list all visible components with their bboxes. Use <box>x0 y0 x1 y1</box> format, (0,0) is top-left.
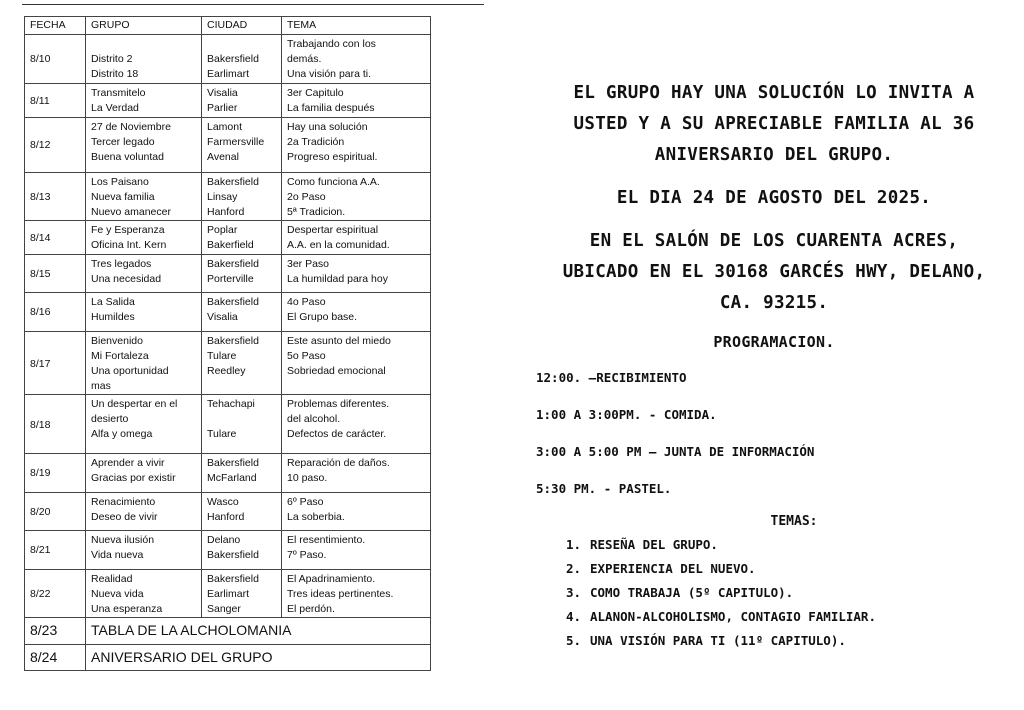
row-grupo <box>86 531 202 569</box>
ciudad-line: Tehachapi <box>207 398 255 411</box>
header-ciudad: CIUDAD <box>202 17 282 35</box>
ciudad-line: Earlimart <box>207 587 250 600</box>
row-grupo <box>86 454 202 492</box>
grupo-line: Nueva familia <box>91 190 155 203</box>
grupo-line: Aprender a vivir <box>91 457 165 470</box>
grupo-line: 27 de Noviembre <box>91 121 171 134</box>
schedule-row <box>25 254 431 292</box>
tema-line: 3er Paso <box>287 257 330 270</box>
ciudad-line: Bakerfield <box>207 239 254 252</box>
special-row <box>25 618 431 644</box>
tema-line: 4o Paso <box>287 296 326 309</box>
grupo-line: Renacimiento <box>91 495 156 508</box>
row-grupo <box>86 492 202 530</box>
tema-line: El perdón. <box>287 602 335 615</box>
tema-line: Despertar espiritual <box>287 224 379 237</box>
schedule-header-row <box>25 17 431 35</box>
grupo-line: La Verdad <box>91 101 139 114</box>
schedule-row <box>25 221 431 254</box>
ciudad-line: Avenal <box>207 151 239 164</box>
program-item: 12:00. –RECIBIMIENTO <box>536 370 687 385</box>
ciudad-line: Reedley <box>207 364 246 377</box>
ciudad-line: Porterville <box>207 272 254 285</box>
tema-text: EXPERIENCIA DEL NUEVO. <box>590 561 756 576</box>
row-tema <box>282 331 431 395</box>
tema-line: Este asunto del miedo <box>287 334 391 347</box>
tema-line: 5o Paso <box>287 349 326 362</box>
ciudad-line: Lamont <box>207 121 243 134</box>
tema-line: 10 paso. <box>287 472 328 485</box>
ciudad-line <box>207 37 276 52</box>
temas-list <box>566 537 1012 657</box>
tema-line: Defectos de carácter. <box>287 428 387 441</box>
row-tema <box>282 35 431 84</box>
row-ciudad <box>202 83 282 117</box>
row-date: 8/10 <box>25 35 86 84</box>
row-ciudad <box>202 331 282 395</box>
grupo-line: Nuevo amanecer <box>91 205 171 218</box>
row-date: 8/11 <box>25 83 86 117</box>
ciudad-line: Poplar <box>207 224 238 237</box>
ciudad-line: McFarland <box>207 472 257 485</box>
grupo-line: desierto <box>91 413 129 426</box>
tema-number: 1. <box>566 537 582 552</box>
grupo-line: La Salida <box>91 296 135 309</box>
ciudad-line: Bakersfield <box>207 549 259 562</box>
tema-line: El Apadrinamiento. <box>287 572 376 585</box>
row-ciudad <box>202 492 282 530</box>
tema-text: ALANON-ALCOHOLISMO, CONTAGIO FAMILIAR. <box>590 609 876 624</box>
row-tema <box>282 531 431 569</box>
schedule-row <box>25 454 431 492</box>
ciudad-line: Sanger <box>207 602 241 615</box>
row-tema <box>282 492 431 530</box>
schedule-row <box>25 531 431 569</box>
program-list <box>536 370 1012 518</box>
header-fecha: FECHA <box>25 17 86 35</box>
ciudad-line: Bakersfield <box>207 334 259 347</box>
row-ciudad <box>202 454 282 492</box>
program-item: 5:30 PM. - PASTEL. <box>536 481 672 496</box>
special-label: TABLA DE LA ALCHOLOMANIA <box>86 618 431 644</box>
schedule-row <box>25 118 431 173</box>
program-title: PROGRAMACION. <box>713 333 835 351</box>
top-rule <box>22 4 484 5</box>
schedule-row <box>25 83 431 117</box>
row-date: 8/17 <box>25 331 86 395</box>
grupo-line: Tercer legado <box>91 136 155 149</box>
tema-line: Sobriedad emocional <box>287 364 386 377</box>
schedule-row <box>25 331 431 395</box>
tema-line: Como funciona A.A. <box>287 175 380 188</box>
grupo-line: Bienvenido <box>91 334 143 347</box>
tema-line: Hay una solución <box>287 121 368 134</box>
row-date: 8/20 <box>25 492 86 530</box>
row-date: 8/22 <box>25 569 86 618</box>
grupo-line: Realidad <box>91 572 133 585</box>
tema-number: 4. <box>566 609 582 624</box>
invitation-line: EL GRUPO HAY UNA SOLUCIÓN LO INVITA A <box>573 83 975 103</box>
tema-line: 3er Capitulo <box>287 86 344 99</box>
ciudad-line <box>207 412 276 427</box>
program-item: 1:00 A 3:00PM. - COMIDA. <box>536 407 717 422</box>
ciudad-line: Hanford <box>207 510 245 523</box>
tema-item <box>566 585 1012 609</box>
ciudad-line: Delano <box>207 534 241 547</box>
row-ciudad <box>202 531 282 569</box>
row-ciudad <box>202 221 282 254</box>
special-row <box>25 644 431 670</box>
grupo-line: Tres legados <box>91 257 152 270</box>
tema-text: RESEÑA DEL GRUPO. <box>590 537 718 552</box>
invitation-panel <box>536 78 1012 657</box>
schedule-row <box>25 293 431 331</box>
grupo-line: Un despertar en el <box>91 398 178 411</box>
schedule-row <box>25 35 431 84</box>
row-grupo <box>86 293 202 331</box>
venue-line: UBICADO EN EL 30168 GARCÉS HWY, DELANO, <box>562 262 986 282</box>
row-tema <box>282 569 431 618</box>
tema-line: Problemas diferentes. <box>287 398 390 411</box>
ciudad-line: Bakersfield <box>207 257 259 270</box>
grupo-line: Fe y Esperanza <box>91 224 165 237</box>
grupo-line: Gracias por existir <box>91 472 176 485</box>
row-tema <box>282 118 431 173</box>
row-grupo <box>86 395 202 454</box>
row-grupo <box>86 569 202 618</box>
row-grupo <box>86 83 202 117</box>
schedule-row <box>25 172 431 221</box>
row-ciudad <box>202 35 282 84</box>
row-grupo <box>86 221 202 254</box>
ciudad-line: Visalia <box>207 311 238 324</box>
special-date: 8/24 <box>25 644 86 670</box>
grupo-line: Una necesidad <box>91 272 162 285</box>
row-tema <box>282 172 431 221</box>
grupo-line: Transmitelo <box>91 86 146 99</box>
venue-line: CA. 93215. <box>719 293 829 313</box>
grupo-line: Buena voluntad <box>91 151 164 164</box>
grupo-line: Alfa y omega <box>91 428 153 441</box>
tema-line: Reparación de daños. <box>287 457 390 470</box>
venue-line: EN EL SALÓN DE LOS CUARENTA ACRES, <box>589 231 959 251</box>
tema-text: UNA VISIÓN PARA TI (11º CAPITULO). <box>590 633 846 648</box>
special-date: 8/23 <box>25 618 86 644</box>
schedule-row <box>25 395 431 454</box>
ciudad-line: Farmersville <box>207 136 265 149</box>
row-date: 8/14 <box>25 221 86 254</box>
row-tema <box>282 454 431 492</box>
tema-line: Progreso espiritual. <box>287 151 378 164</box>
row-grupo <box>86 331 202 395</box>
row-ciudad <box>202 293 282 331</box>
invitation-line: ANIVERSARIO DEL GRUPO. <box>654 145 894 165</box>
ciudad-line: Earlimart <box>207 68 250 80</box>
tema-line: A.A. en la comunidad. <box>287 239 390 252</box>
row-grupo <box>86 35 202 84</box>
tema-line: Una visión para ti. <box>287 68 372 80</box>
row-ciudad <box>202 395 282 454</box>
ciudad-line: Parlier <box>207 101 238 114</box>
ciudad-line: Wasco <box>207 495 239 508</box>
row-grupo <box>86 254 202 292</box>
ciudad-line: Bakersfield <box>207 175 259 188</box>
grupo-line: Nueva vida <box>91 587 144 600</box>
tema-line: 5ª Tradicion. <box>287 205 346 218</box>
ciudad-line: Bakersfield <box>207 572 259 585</box>
row-grupo <box>86 118 202 173</box>
invitation-line: USTED Y A SU APRECIABLE FAMILIA AL 36 <box>573 114 975 134</box>
row-tema <box>282 395 431 454</box>
tema-item <box>566 633 1012 657</box>
row-date: 8/16 <box>25 293 86 331</box>
schedule-body <box>25 35 431 671</box>
tema-line: demás. <box>287 53 322 65</box>
grupo-line <box>91 37 196 52</box>
schedule-row <box>25 492 431 530</box>
grupo-line: Una oportunidad <box>91 364 169 377</box>
row-ciudad <box>202 254 282 292</box>
tema-text: COMO TRABAJA (5º CAPITULO). <box>590 585 794 600</box>
tema-line: Trabajando con los <box>287 38 376 50</box>
event-date: EL DIA 24 DE AGOSTO DEL 2025. <box>616 188 932 208</box>
tema-line: El Grupo base. <box>287 311 358 324</box>
ciudad-line: Bakersfield <box>207 296 259 309</box>
row-date: 8/19 <box>25 454 86 492</box>
grupo-line: Una esperanza <box>91 602 163 615</box>
grupo-line: Humildes <box>91 311 135 324</box>
ciudad-line: Tulare <box>207 349 237 362</box>
tema-line: El resentimiento. <box>287 534 366 547</box>
grupo-line: Deseo de vivir <box>91 510 158 523</box>
tema-line: del alcohol. <box>287 413 341 426</box>
grupo-line: mas <box>91 379 111 392</box>
row-date: 8/15 <box>25 254 86 292</box>
grupo-line: Distrito 2 <box>91 53 133 65</box>
tema-line: 7º Paso. <box>287 549 327 562</box>
grupo-line: Distrito 18 <box>91 68 139 80</box>
schedule-table <box>24 16 431 671</box>
row-ciudad <box>202 569 282 618</box>
header-tema: TEMA <box>282 17 431 35</box>
row-tema <box>282 293 431 331</box>
row-date: 8/12 <box>25 118 86 173</box>
row-date: 8/13 <box>25 172 86 221</box>
row-tema <box>282 83 431 117</box>
tema-item <box>566 609 1012 633</box>
tema-line: 2o Paso <box>287 190 326 203</box>
tema-line: Tres ideas pertinentes. <box>287 587 394 600</box>
grupo-line: Vida nueva <box>91 549 144 562</box>
header-grupo: GRUPO <box>86 17 202 35</box>
tema-number: 5. <box>566 633 582 648</box>
grupo-line: Los Paisano <box>91 175 149 188</box>
ciudad-line: Visalia <box>207 86 238 99</box>
row-date: 8/21 <box>25 531 86 569</box>
tema-line: La soberbia. <box>287 510 345 523</box>
tema-number: 3. <box>566 585 582 600</box>
row-tema <box>282 221 431 254</box>
ciudad-line: Bakersfield <box>207 53 259 65</box>
tema-line: La humildad para hoy <box>287 272 388 285</box>
ciudad-line: Bakersfield <box>207 457 259 470</box>
tema-line: 6º Paso <box>287 495 324 508</box>
ciudad-line: Hanford <box>207 205 245 218</box>
tema-item <box>566 537 1012 561</box>
row-ciudad <box>202 118 282 173</box>
row-date: 8/18 <box>25 395 86 454</box>
ciudad-line: Tulare <box>207 428 237 441</box>
tema-line: 2a Tradición <box>287 136 345 149</box>
row-grupo <box>86 172 202 221</box>
ciudad-line: Linsay <box>207 190 238 203</box>
grupo-line: Nueva ilusión <box>91 534 155 547</box>
row-ciudad <box>202 172 282 221</box>
special-label: ANIVERSARIO DEL GRUPO <box>86 644 431 670</box>
row-tema <box>282 254 431 292</box>
program-item: 3:00 A 5:00 PM – JUNTA DE INFORMACIÓN <box>536 444 815 459</box>
grupo-line: Mi Fortaleza <box>91 349 149 362</box>
grupo-line: Oficina Int. Kern <box>91 239 167 252</box>
tema-number: 2. <box>566 561 582 576</box>
temas-title: TEMAS: <box>770 514 818 529</box>
tema-line: La familia después <box>287 101 375 114</box>
tema-item <box>566 561 1012 585</box>
schedule-row <box>25 569 431 618</box>
